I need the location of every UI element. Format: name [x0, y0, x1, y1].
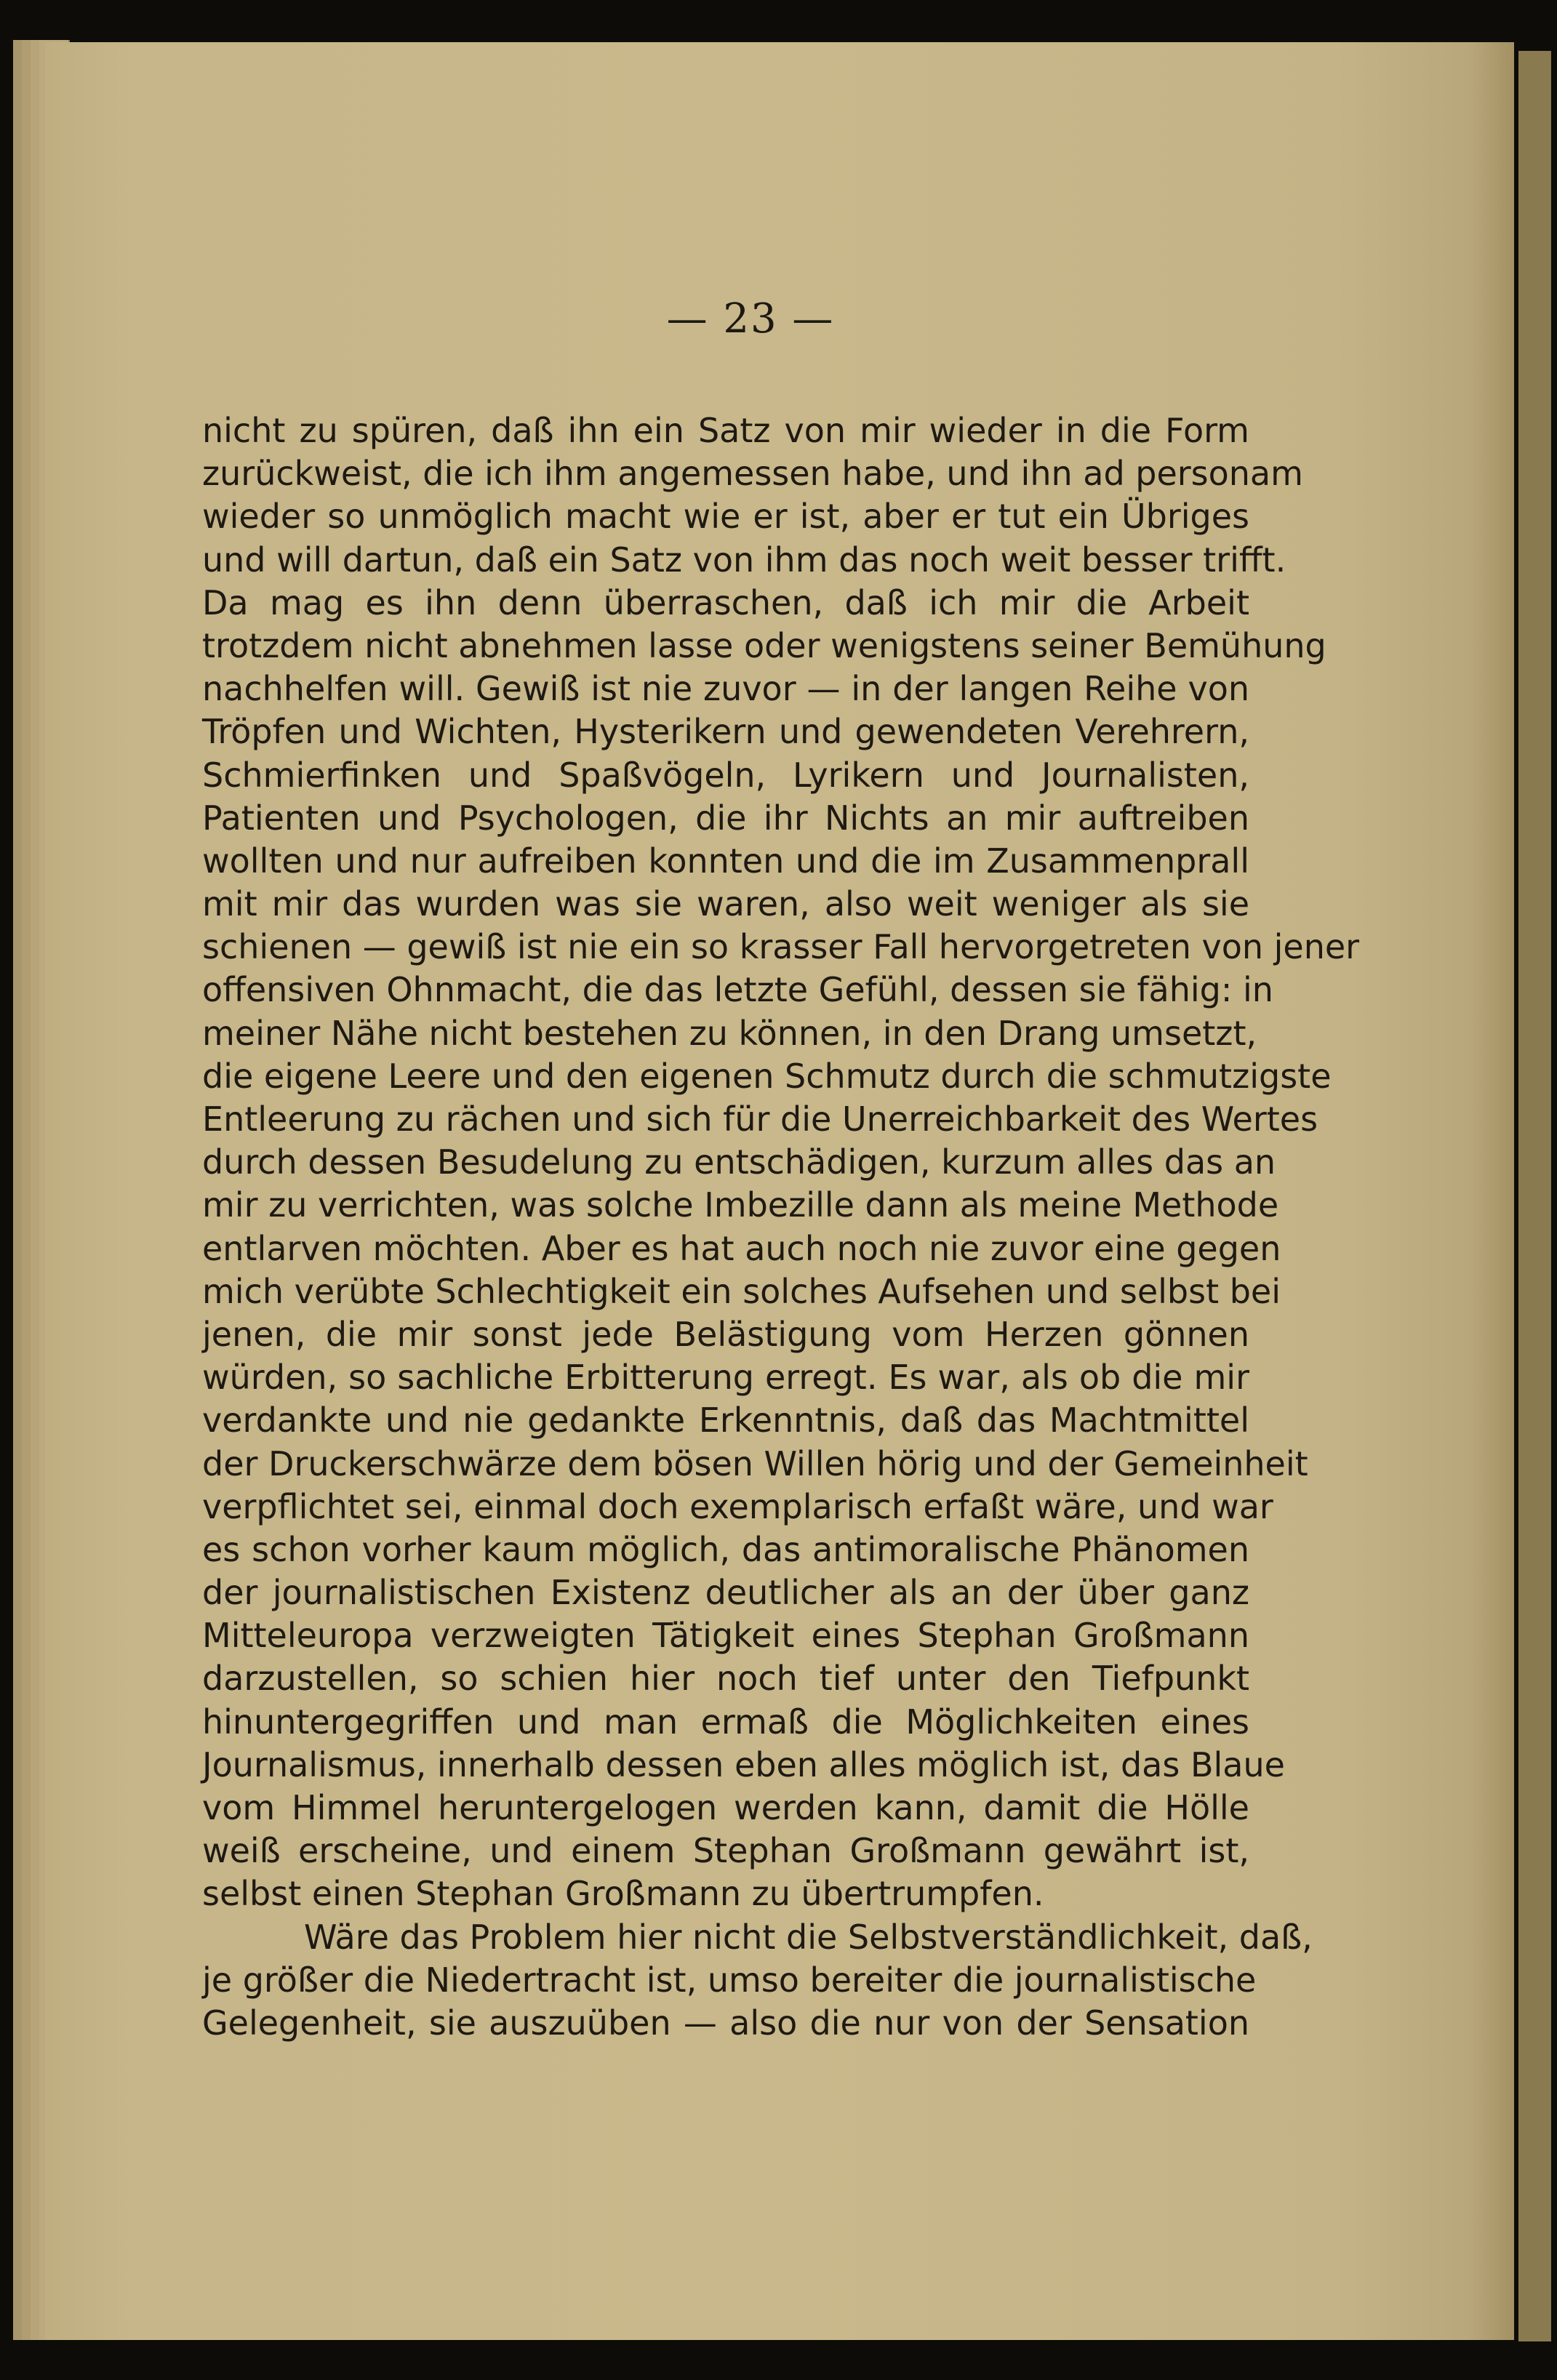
text-line: meiner Nähe nicht bestehen zu können, in den Drang umsetzt, [202, 1013, 1257, 1053]
text-line: es schon vorher kaum möglich, das antimoralische Phänomen [202, 1529, 1249, 1569]
text-line: Tröpfen und Wichten, Hysterikern und gewendeten Verehrern, [202, 712, 1249, 752]
text-line: zurückweist, die ich ihm angemessen habe, und ihn ad personam [202, 454, 1303, 494]
text-line: Da mag es ihn denn überraschen, daß ich mir die Arbeit [202, 582, 1249, 622]
text-line: offensiven Ohnmacht, die das letzte Gefühl, dessen sie fähig: in [202, 970, 1273, 1010]
text-line: entlarven möchten. Aber es hat auch noch nie zuvor eine gegen [202, 1228, 1281, 1268]
text-line: der Druckerschwärze dem bösen Willen hörig und der Gemeinheit [202, 1443, 1308, 1483]
text-line: schienen — gewiß ist nie ein so krasser Fall hervorgetreten von jener [202, 927, 1360, 967]
text-line: jenen, die mir sonst jede Belästigung vom Herzen gönnen [202, 1314, 1249, 1354]
text-line: Mitteleuropa verzweigten Tätigkeit eines Stephan Großmann [202, 1616, 1249, 1656]
text-line: weiß erscheine, und einem Stephan Großmann gewährt ist, [202, 1831, 1249, 1871]
text-line: darzustellen, so schien hier noch tief unter den Tiefpunkt [202, 1659, 1249, 1699]
text-line: nicht zu spüren, daß ihn ein Satz von mir wieder in die Form [202, 411, 1249, 450]
text-line: Journalismus, innerhalb dessen eben alles möglich ist, das Blaue [202, 1744, 1285, 1784]
text-line: Entleerung zu rächen und sich für die Unerreichbarkeit des Wertes [202, 1099, 1318, 1139]
text-line: vom Himmel heruntergelogen werden kann, damit die Hölle [202, 1788, 1249, 1827]
text-line: verdankte und nie gedankte Erkenntnis, daß das Machtmittel [202, 1401, 1249, 1441]
book-page [45, 42, 1514, 2340]
text-line: Wäre das Problem hier nicht die Selbstverständlichkeit, daß, [304, 1917, 1313, 1957]
text-line: trotzdem nicht abnehmen lasse oder wenigstens seiner Bemühung [202, 625, 1326, 665]
text-line: nachhelfen will. Gewiß ist nie zuvor — in der langen Reihe von [202, 669, 1249, 709]
text-line: wieder so unmöglich macht wie er ist, aber er tut ein Übriges [202, 497, 1249, 537]
text-line: wollten und nur aufreiben konnten und die im Zusammenprall [202, 841, 1249, 881]
body-text [202, 409, 1360, 2045]
text-line: mich verübte Schlechtigkeit ein solches Aufsehen und selbst bei [202, 1271, 1281, 1311]
text-line: Gelegenheit, sie auszuüben — also die nur von der Sensation [202, 2003, 1249, 2043]
text-line: mit mir das wurden was sie waren, also weit weniger als sie [202, 884, 1249, 924]
text-line: und will dartun, daß ein Satz von ihm das noch weit besser trifft. [202, 540, 1286, 580]
text-line: Schmierfinken und Spaßvögeln, Lyrikern und Journalisten, [202, 755, 1249, 795]
text-line: durch dessen Besudelung zu entschädigen, kurzum alles das an [202, 1142, 1276, 1182]
text-line: je größer die Niedertracht ist, umso bereiter die journalistische [202, 1960, 1257, 2000]
paragraph [202, 409, 1360, 1916]
next-page-edge [1518, 51, 1551, 2341]
text-line: würden, so sachliche Erbitterung erregt. Es war, als ob die mir [202, 1358, 1249, 1398]
page-number: — 23 — [666, 295, 835, 342]
text-line: die eigene Leere und den eigenen Schmutz durch die schmutzigste [202, 1056, 1332, 1096]
text-line: selbst einen Stephan Großmann zu übertrumpfen. [202, 1874, 1044, 1914]
text-line: hinuntergegriffen und man ermaß die Möglichkeiten eines [202, 1702, 1249, 1742]
text-line: der journalistischen Existenz deutlicher als an der über ganz [202, 1573, 1249, 1613]
text-line: Patienten und Psychologen, die ihr Nichts an mir auftreiben [202, 798, 1249, 838]
text-line: verpflichtet sei, einmal doch exemplarisch erfaßt wäre, und war [202, 1486, 1273, 1526]
text-line: mir zu verrichten, was solche Imbezille dann als meine Methode [202, 1185, 1279, 1225]
paragraph [202, 1916, 1313, 2046]
